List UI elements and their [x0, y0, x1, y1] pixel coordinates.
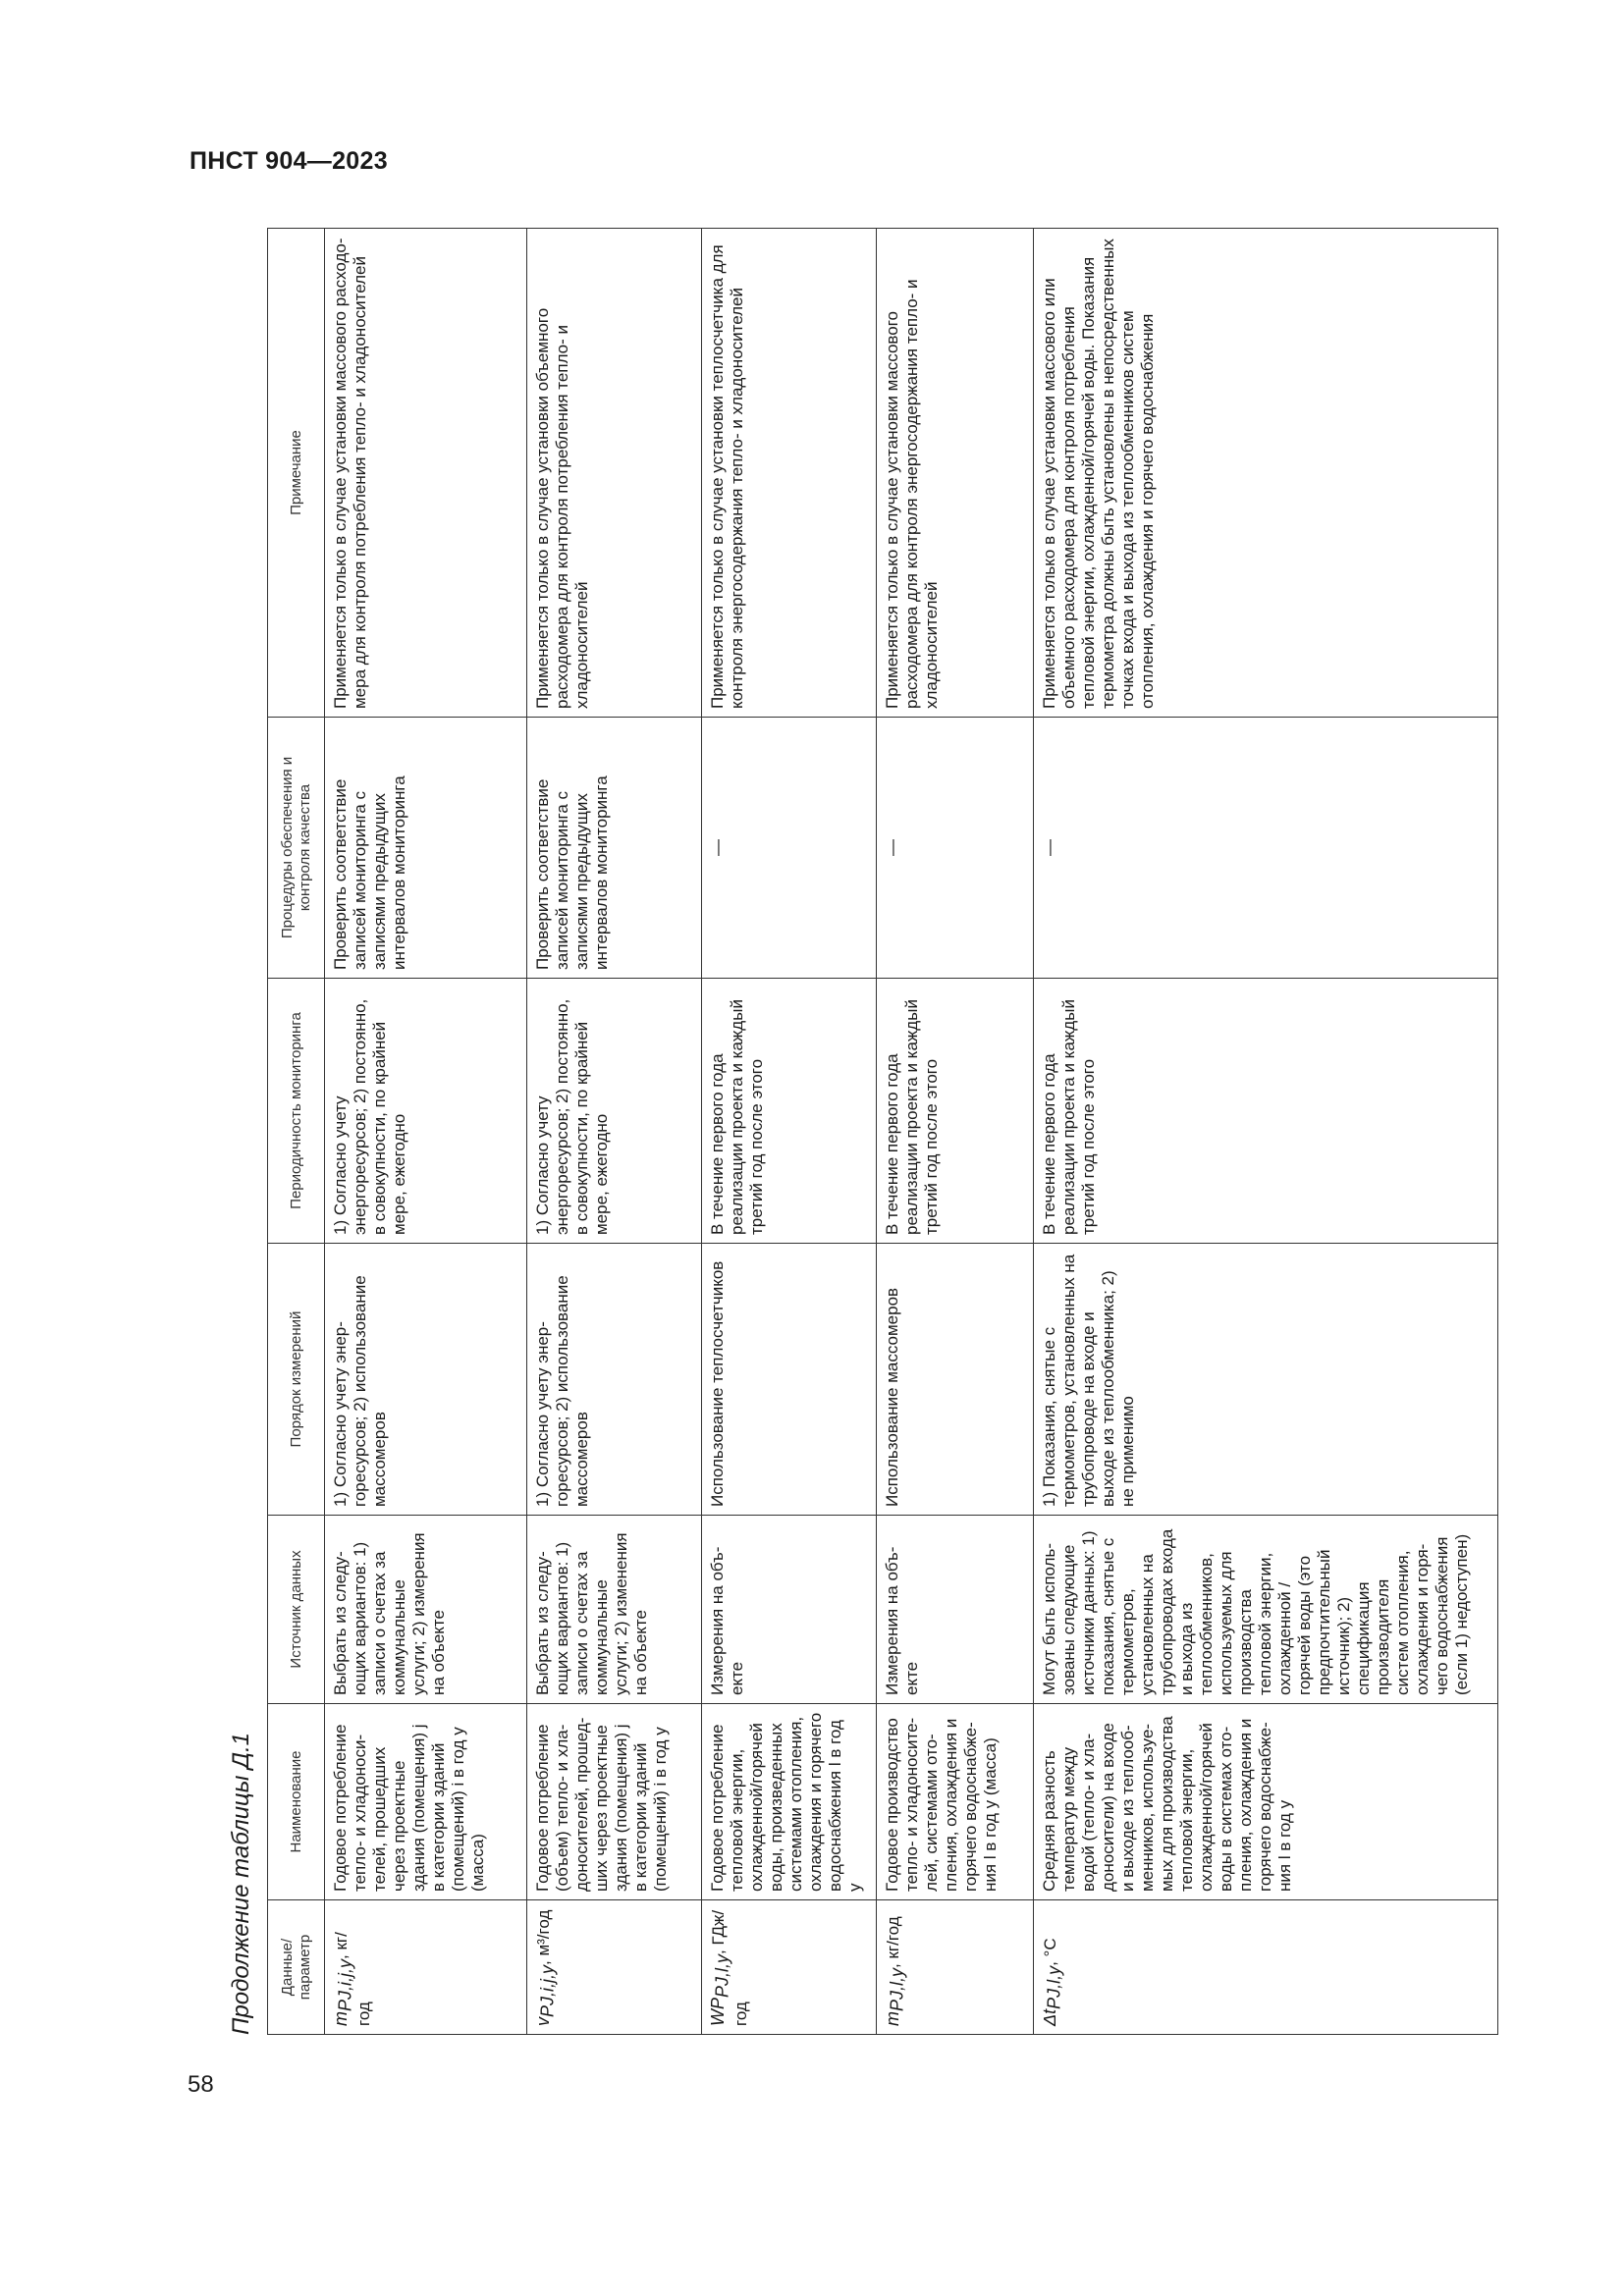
measurement-cell: 1) Согласно учету энергоресурсов; 2) использование массомеров — [527, 1244, 702, 1516]
parameter-cell — [1034, 1900, 1498, 2035]
parameter-cell — [325, 1900, 527, 2035]
parameter-symbol: Δt — [1040, 2008, 1059, 2026]
note-cell: Применяется только в случае установки теплосчетчика для контроля энергосодержания тепло- и хладоносителей — [702, 229, 877, 718]
table-row — [325, 229, 527, 2035]
parameter-subscript: PJ,i,j,y — [335, 1958, 355, 2011]
frequency-cell: 1) Согласно учету энергоресурсов; 2) постоянно, в совокупности, по крайней мере, ежегодно — [527, 979, 702, 1244]
parameter-subscript: PJ,l,y — [1044, 1965, 1064, 2009]
source-cell: Измерения на объекте — [877, 1516, 1034, 1704]
source-cell: Могут быть использованы следующие источники данных: 1) показания, снятые с термометров, установленных на трубопроводах входа и выхода из теплообменников, используемых для производства тепловой энергии, охлажденной /горячей воды (это предпочтительный источник); 2) спецификация производителя систем отопления, охлаждения и горячего водоснабжения (если 1) недоступен) — [1034, 1516, 1498, 1704]
data-table — [267, 228, 1498, 2035]
name-cell: Годовое потребление (объем) тепло- и хладоносителей, прошедших через проектные здания (помещения) j в категории зданий (помещений) i в год y — [527, 1704, 702, 1900]
table-row — [1034, 229, 1498, 2035]
qa-cell: — — [877, 718, 1034, 979]
frequency-cell: В течение первого года реализации проекта и каждый третий год после этого — [877, 979, 1034, 1244]
qa-cell: Проверить соответствие записей мониторинга с записями предыдущих интервалов мониторинга — [527, 718, 702, 979]
parameter-subscript: PJ,i,j,y — [537, 1964, 558, 2017]
column-header-qa: Процедуры обеспечения и контроля качества — [268, 718, 325, 979]
column-header-frequency: Периодичность мониторинга — [268, 979, 325, 1244]
name-cell: Годовое потребление тепло- и хладоносителей, прошедших через проектные здания (помещения) j в категории зданий (помещений) i в год y (масса) — [325, 1704, 527, 1900]
note-cell: Применяется только в случае установки массового расходомера для контроля потребления тепло- и хладоносителей — [325, 229, 527, 718]
column-header-parameter: Данные/параметр — [268, 1900, 325, 2035]
column-header-measurement: Порядок измерений — [268, 1244, 325, 1516]
parameter-unit: , °С — [1041, 1938, 1059, 1966]
frequency-cell: В течение первого года реализации проекта и каждый третий год после этого — [1034, 979, 1498, 1244]
source-cell: Измерения на объекте — [702, 1516, 877, 1704]
parameter-cell — [702, 1900, 877, 2035]
parameter-cell — [527, 1900, 702, 2035]
table-header-row — [268, 229, 325, 2035]
parameter-unit: , кг/год — [884, 1916, 902, 1968]
parameter-unit: , ГДж/год — [709, 1909, 751, 2026]
parameter-symbol: v — [533, 2017, 553, 2026]
parameter-subscript: PJ,l,y — [887, 1967, 907, 2011]
parameter-symbol: m — [331, 2011, 351, 2026]
measurement-cell: 1) Согласно учету энергоресурсов; 2) использование массомеров — [325, 1244, 527, 1516]
document-header: ПНСТ 904—2023 — [189, 147, 388, 175]
note-cell: Применяется только в случае установки массового или объемного расходомера для контроля потребления тепловой энергии, охлажденной/горячей воды. Показания термометра должны быть установлены в непосредственных точках входа и выхода из теплообменников систем отопления, охлаждения и горячего водоснабжения — [1034, 229, 1498, 718]
note-cell: Применяется только в случае установки массового расходомера для контроля энергосодержания тепло- и хладоносителей — [877, 229, 1034, 718]
measurement-cell: 1) Показания, снятые с термометров, установленных на трубопроводе на входе и выходе из теплообменника; 2) не применимо — [1034, 1244, 1498, 1516]
name-cell: Годовое потребление тепловой энергии, охлажденной/горячей воды, произведенных системами отопления, охлаждения и горячего водоснабжения l в год y — [702, 1704, 877, 1900]
page-number: 58 — [188, 2071, 214, 2098]
parameter-unit: , кг/год — [332, 1932, 374, 2026]
qa-cell: — — [1034, 718, 1498, 979]
parameter-cell — [877, 1900, 1034, 2035]
name-cell: Средняя разность температур между водой (тепло- и хладоносители) на входе и выходе из теплообменников, используемых для производства тепловой энергии, охлажденной/горячей воды в системах отопления, охлаждения и горячего водоснабжения l в год y — [1034, 1704, 1498, 1900]
measurement-cell: Использование массомеров — [877, 1244, 1034, 1516]
source-cell: Выбрать из следующих вариантов: 1) записи о счетах за коммунальные услуги; 2) изменения на объекте — [527, 1516, 702, 1704]
table-caption: Продолжение таблицы Д.1 — [228, 1732, 254, 2035]
measurement-cell: Использование теплосчетчиков — [702, 1244, 877, 1516]
note-cell: Применяется только в случае установки объемного расходомера для контроля потребления тепло- и хладоносителей — [527, 229, 702, 718]
parameter-subscript: PJ,l,y — [712, 1953, 732, 1998]
source-cell: Выбрать из следующих вариантов: 1) записи о счетах за коммунальные услуги; 2) измерения на объекте — [325, 1516, 527, 1704]
parameter-symbol: WP — [708, 1998, 728, 2026]
frequency-cell: В течение первого года реализации проекта и каждый третий год после этого — [702, 979, 877, 1244]
table-row — [527, 229, 702, 2035]
qa-cell: — — [702, 718, 877, 979]
name-cell: Годовое производство тепло- и хладоносителей, системами отопления, охлаждения и горячего водоснабжения l в год y (масса) — [877, 1704, 1034, 1900]
parameter-symbol: m — [883, 2011, 902, 2026]
frequency-cell: 1) Согласно учету энергоресурсов; 2) постоянно, в совокупности, по крайней мере, ежегодно — [325, 979, 527, 1244]
qa-cell: Проверить соответствие записей мониторинга с записями предыдущих интервалов мониторинга — [325, 718, 527, 979]
column-header-note: Примечание — [268, 229, 325, 718]
column-header-source: Источник данных — [268, 1516, 325, 1704]
column-header-name: Наименование — [268, 1704, 325, 1900]
table-row — [877, 229, 1034, 2035]
table-row — [702, 229, 877, 2035]
rotated-table-block — [228, 229, 1497, 2035]
parameter-unit: , м³/год — [534, 1909, 553, 1965]
